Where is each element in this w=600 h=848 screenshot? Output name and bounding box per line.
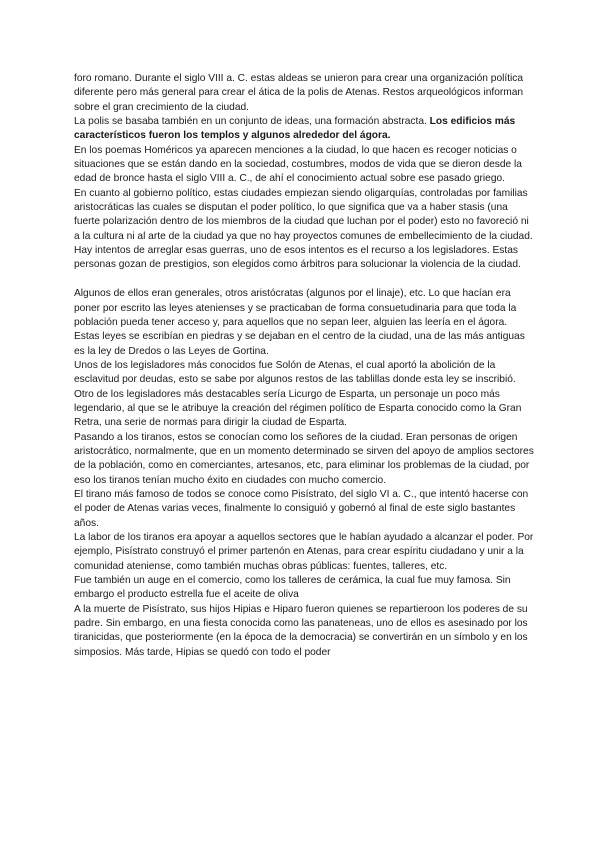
paragraph-text: En los poemas Homéricos ya aparecen menciones a la ciudad, lo que hacen es recoger noticias o situaciones que se están dando en la sociedad, costumbres, modos de vida que se dieron desde la edad de bronce hasta el siglo VIII a. C., de ahí el conocimiento actual sobre ese pasado griego. [74,144,522,185]
paragraph-text: foro romano. Durante el siglo VIII a. C. estas aldeas se unieron para crear una organización política diferente pero más general para crear el ática de la polis de Atenas. Restos arqueológicos informan sobre el gran crecimiento de la ciudad. [74,73,524,113]
paragraph-text: A la muerte de Pisístrato, sus hijos Hipias e Hiparo fueron quienes se repartieroon los poderes de su padre. Sin embargo, en una fiesta conocida como las panateneas, uno de ellos es asesinado por los tiranicidas, que posteriormente (en la época de la democracia) se convertirán en un símbolo y en los simposios. Más tarde, Hipias se quedó con todo el poder [74,603,528,658]
paragraph-text: Fue también un auge en el comercio, como los talleres de cerámica, la cual fue muy famosa. Sin embargo el producto estrella fue el aceite de oliva [74,575,511,601]
paragraph-text: Algunos de ellos eran generales, otros aristócratas (algunos por el linaje), etc. Lo que hacían era poner por escrito las leyes atenienses y se practicaban de forma consuetudinaria para que toda la población pueda tener acceso y, para aquellos que no sepan leer, alguien las leería en el ágora. Estas leyes se escribían en piedras y se dejaban en el centro de la ciudad, una de las más antiguas es la ley de Dredos o las Leyes de Gortina. [74,288,525,357]
paragraph [74,72,534,115]
paragraph [74,431,534,488]
paragraph [74,287,534,359]
paragraph [74,144,534,187]
paragraph-text: En cuanto al gobierno político, estas ciudades empiezan siendo oligarquías, controladas por familias aristocráticas las cuales se disputan el poder político, lo que significa que va a haber stasis (una fuerte polarización dentro de los miembros de la ciudad que luchan por el poder) esto no favoreció ni a la cultura ni al arte de la ciudad ya que no hay proyectos comunes de embellecimiento de la ciudad. Hay intentos de arreglar esas guerras, uno de esos intentos es el recurso a los legisladores. Estas personas gozan de prestigios, son elegidos como árbitros para solucionar la violencia de la ciudad. [74,187,533,271]
paragraph-text: La polis se basaba también en un conjunto de ideas, una formación abstracta. [74,116,430,128]
paragraph [74,115,534,144]
paragraph [74,574,534,603]
paragraph-bold-text: Los edificios más característicos fueron los templos y algunos alrededor del ágora. [74,116,516,142]
paragraph-text: Pasando a los tiranos, estos se conocían como los señores de la ciudad. Eran personas de origen aristocrático, normalmente, que en un momento determinado se sirven del apoyo de amplios sectores de la población, como en comerciantes, artesanos, etc, para eliminar los problemas de la ciudad, por eso los tiranos tenían mucho éxito en ciudades con mucho comercio. [74,431,534,486]
body-text [74,72,534,660]
paragraph-text: La labor de los tiranos era apoyar a aquellos sectores que le habían ayudado a alcanzar el poder. Por ejemplo, Pisístrato construyó el primer partenón en Atenas, para crear espíritu ciudadano y unir a la comunidad ateniense, como también muchas obras públicas: fuentes, talleres, etc. [74,532,534,572]
paragraph [74,187,534,273]
paragraph [74,531,534,574]
paragraph-text: Otro de los legisladores más destacables sería Licurgo de Esparta, un personaje un poco más legendario, al que se le atribuye la creación del régimen político de Esparta conocido como la Gran Retra, una serie de normas para dirigir la ciudad de Esparta. [74,388,522,429]
paragraph-text: El tirano más famoso de todos se conoce como Pisístrato, del siglo VI a. C., que intentó hacerse con el poder de Atenas varias veces, finalmente lo consiguió y gobernó al final de este siglo bastantes años. [74,488,529,529]
paragraph-text: Unos de los legisladores más conocidos fue Solón de Atenas, el cual aportó la abolición de la esclavitud por deudas, esto se sabe por algunos restos de las tablillas donde esta ley se inscribió. [74,359,516,386]
paragraph [74,359,534,388]
paragraph [74,488,534,531]
paragraph [74,388,534,431]
paragraph [74,603,534,660]
